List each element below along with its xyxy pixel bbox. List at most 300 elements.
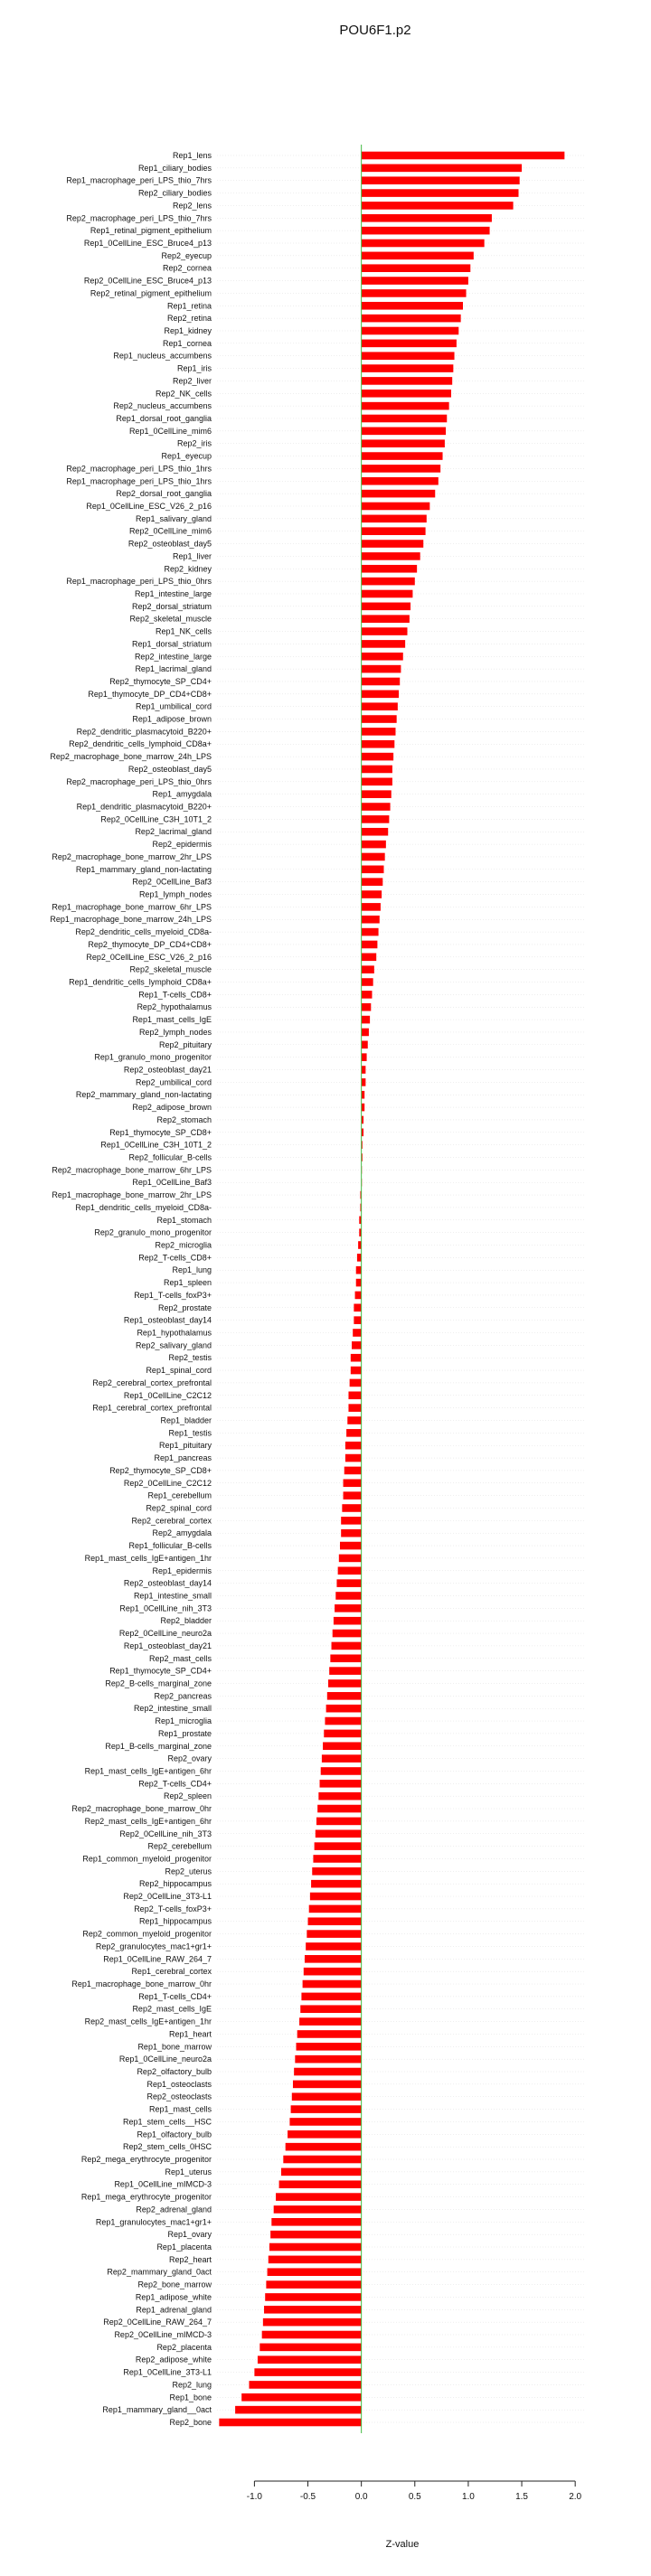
category-label: Rep1_macrophage_peri_LPS_thio_0hrs — [66, 577, 212, 587]
bar — [269, 2256, 362, 2264]
category-label: Rep2_0CellLine_mIMCD-3 — [114, 2330, 212, 2340]
category-label: Rep1_adipose_white — [135, 2292, 212, 2302]
category-label: Rep1_dendritic_cells_myeloid_CD8a- — [75, 1202, 212, 1212]
bar — [362, 477, 439, 485]
bar — [279, 2180, 362, 2188]
category-label: Rep2_epidermis — [152, 840, 212, 850]
category-label: Rep1_0CellLine_ESC_Bruce4_p13 — [83, 238, 212, 248]
category-label: Rep2_0CellLine_Baf3 — [132, 877, 212, 887]
category-label: Rep2_amygdala — [152, 1528, 212, 1538]
bar — [362, 214, 492, 222]
bar — [336, 1579, 361, 1587]
category-label: Rep2_0CellLine_ESC_Bruce4_p13 — [83, 276, 212, 286]
bar — [327, 1692, 362, 1700]
bar — [362, 340, 457, 348]
bar — [271, 2218, 361, 2226]
category-label: Rep1_0CellLine_3T3-L1 — [123, 2367, 212, 2377]
bar — [307, 1930, 361, 1938]
category-label: Rep2_salivary_gland — [135, 1340, 212, 1350]
category-label: Rep1_salivary_gland — [135, 513, 212, 523]
bar — [316, 1818, 362, 1826]
category-label: Rep1_B-cells_marginal_zone — [105, 1741, 212, 1751]
category-label: Rep2_cerebral_cortex — [131, 1516, 212, 1526]
category-label: Rep1_thymocyte_DP_CD4+CD8+ — [88, 689, 212, 699]
category-label: Rep1_macrophage_peri_LPS_thio_7hrs — [66, 175, 212, 185]
bar — [362, 603, 410, 611]
x-tick-label: -1.0 — [246, 2492, 263, 2502]
category-label: Rep1_stem_cells__HSC — [122, 2117, 212, 2127]
category-label: Rep1_lacrimal_gland — [135, 664, 212, 674]
category-label: Rep2_granulo_mono_progenitor — [94, 1227, 212, 1237]
bar — [283, 2156, 361, 2164]
category-label: Rep2_testis — [168, 1353, 212, 1363]
category-label: Rep2_bone_marrow — [137, 2280, 212, 2289]
category-label: Rep1_macrophage_bone_marrow_0hr — [71, 1979, 212, 1989]
category-label: Rep2_hippocampus — [138, 1879, 212, 1889]
bar — [310, 1893, 362, 1901]
bar — [358, 1241, 362, 1249]
category-label: Rep2_uterus — [165, 1866, 212, 1876]
category-label: Rep1_retina — [166, 301, 212, 311]
bar — [286, 2143, 362, 2151]
category-label: Rep2_mast_cells_IgE+antigen_6hr — [84, 1816, 212, 1826]
category-label: Rep1_0CellLine_mIMCD-3 — [114, 2179, 212, 2189]
bar — [305, 1955, 362, 1963]
category-label: Rep2_macrophage_bone_marrow_24h_LPS — [50, 752, 212, 762]
bars — [219, 152, 564, 2427]
category-label: Rep1_granulocytes_mac1+gr1+ — [95, 2217, 212, 2227]
category-label: Rep1_testis — [168, 1428, 212, 1438]
bar — [318, 1792, 361, 1800]
bar — [362, 302, 463, 310]
bar — [362, 527, 426, 535]
bar — [362, 327, 459, 335]
bar — [362, 715, 397, 723]
bar — [362, 515, 427, 523]
category-label: Rep1_macrophage_bone_marrow_2hr_LPS — [52, 1190, 212, 1200]
category-label: Rep1_dendritic_plasmacytoid_B220+ — [76, 802, 212, 812]
category-label: Rep1_intestine_large — [134, 588, 212, 598]
bar — [362, 890, 382, 898]
category-label: Rep2_osteoclasts — [146, 2092, 212, 2101]
bar — [259, 2344, 361, 2352]
bar — [311, 1880, 362, 1888]
bar — [362, 1078, 366, 1086]
category-label: Rep2_dorsal_root_ganglia — [116, 489, 212, 499]
x-tick-label: 2.0 — [569, 2492, 582, 2502]
category-label: Rep2_bone — [169, 2418, 212, 2427]
bar — [274, 2205, 362, 2214]
bar — [355, 1292, 362, 1300]
bar — [321, 1767, 362, 1775]
bar — [301, 1993, 361, 2001]
category-label: Rep2_intestine_small — [133, 1704, 212, 1714]
category-label: Rep1_0CellLine_Baf3 — [132, 1178, 212, 1188]
category-label: Rep2_T-cells_foxP3+ — [134, 1904, 212, 1913]
bar — [362, 978, 373, 986]
category-label: Rep2_ovary — [167, 1753, 212, 1763]
bar — [342, 1504, 361, 1512]
category-label: Rep1_cerebral_cortex — [131, 1967, 212, 1977]
category-label: Rep2_B-cells_marginal_zone — [105, 1678, 212, 1688]
bar — [264, 2306, 362, 2314]
bar — [347, 1416, 361, 1424]
category-label: Rep1_0CellLine_mim6 — [128, 426, 212, 436]
category-label: Rep2_heart — [168, 2254, 212, 2264]
bar — [291, 2105, 362, 2113]
category-label: Rep2_stem_cells_0HSC — [122, 2142, 212, 2152]
bar — [295, 2055, 361, 2064]
category-label: Rep1_microglia — [155, 1716, 212, 1726]
bar — [270, 2231, 362, 2239]
category-label: Rep1_lymph_nodes — [138, 889, 212, 899]
bar — [323, 1742, 362, 1750]
bar — [249, 2381, 361, 2389]
bar — [362, 1053, 367, 1061]
bar — [235, 2406, 362, 2414]
bar — [289, 2118, 361, 2126]
bar — [344, 1479, 362, 1487]
bar — [362, 240, 485, 248]
bar — [297, 2043, 362, 2051]
bar — [362, 815, 390, 823]
bar — [329, 1667, 361, 1675]
category-label: Rep2_hypothalamus — [137, 1002, 212, 1012]
category-label: Rep1_ovary — [167, 2230, 212, 2240]
bar — [313, 1855, 361, 1863]
category-label: Rep1_prostate — [157, 1728, 212, 1738]
category-label: Rep1_epidermis — [152, 1565, 212, 1575]
bar — [362, 415, 448, 423]
bar — [351, 1354, 362, 1362]
bar — [293, 2081, 362, 2089]
bar — [345, 1454, 362, 1462]
bar — [362, 227, 490, 235]
bar — [362, 702, 398, 710]
category-label: Rep2_eyecup — [161, 250, 212, 260]
category-label: Rep1_bone_marrow — [137, 2042, 212, 2052]
category-label: Rep2_retinal_pigment_epithelium — [90, 288, 212, 298]
category-label: Rep2_NK_cells — [155, 389, 212, 399]
category-label: Rep1_nucleus_accumbens — [113, 351, 212, 361]
category-label: Rep1_heart — [168, 2029, 212, 2039]
category-label: Rep2_cerebral_cortex_prefrontal — [92, 1377, 212, 1387]
bar — [362, 552, 420, 560]
category-label: Rep2_0CellLine_C3H_10T1_2 — [100, 814, 212, 824]
chart-title: POU6F1.p2 — [339, 23, 411, 38]
bar — [362, 578, 415, 586]
bar — [348, 1404, 361, 1412]
bar — [362, 653, 403, 661]
category-label: Rep1_adipose_brown — [132, 714, 212, 724]
bar — [362, 615, 410, 623]
bar — [353, 1329, 361, 1337]
bar — [362, 590, 413, 598]
bar — [362, 364, 454, 372]
category-label: Rep2_spleen — [163, 1791, 212, 1801]
bar — [362, 828, 389, 836]
bar — [341, 1517, 361, 1525]
category-label: Rep2_macrophage_peri_LPS_thio_7hrs — [66, 213, 212, 223]
bar — [341, 1529, 361, 1537]
bar — [362, 402, 449, 410]
category-label: Rep2_common_myeloid_progenitor — [82, 1929, 212, 1939]
bar — [344, 1491, 362, 1500]
category-label: Rep2_adrenal_gland — [136, 2205, 212, 2214]
bar — [345, 1442, 362, 1450]
bar — [316, 1829, 362, 1838]
category-label: Rep2_thymocyte_SP_CD4+ — [109, 676, 212, 686]
category-label: Rep1_liver — [172, 551, 212, 561]
category-label: Rep2_kidney — [164, 564, 212, 574]
category-label: Rep2_liver — [172, 376, 212, 386]
bar — [362, 665, 401, 673]
category-label: Rep1_common_myeloid_progenitor — [82, 1854, 212, 1864]
bar — [362, 803, 391, 811]
category-label: Rep2_cornea — [162, 263, 212, 273]
category-label: Rep1_kidney — [164, 325, 212, 335]
bar — [362, 176, 520, 184]
category-label: Rep1_amygdala — [152, 789, 212, 799]
category-label: Rep2_macrophage_bone_marrow_6hr_LPS — [52, 1165, 212, 1175]
bar — [362, 878, 383, 886]
bar — [219, 2419, 361, 2427]
bar — [335, 1592, 361, 1600]
bar — [362, 377, 453, 385]
bar — [362, 540, 424, 548]
category-label: Rep2_mast_cells — [148, 1653, 212, 1663]
category-label: Rep2_bladder — [160, 1616, 212, 1626]
bar — [350, 1379, 362, 1387]
category-label: Rep2_stomach — [156, 1114, 212, 1124]
category-label: Rep1_dendritic_cells_lymphoid_CD8a+ — [69, 977, 212, 987]
category-label: Rep2_placenta — [156, 2342, 212, 2352]
category-label: Rep1_ciliary_bodies — [137, 163, 212, 173]
bar — [362, 778, 392, 786]
category-label: Rep1_mammary_gland_non-lactating — [75, 864, 212, 874]
bar — [362, 202, 514, 210]
category-label: Rep2_mast_cells_IgE+antigen_1hr — [84, 2017, 212, 2026]
bar — [297, 2030, 362, 2038]
bar — [362, 640, 405, 648]
bar — [362, 740, 395, 748]
bar — [362, 1016, 370, 1024]
bar — [306, 1942, 361, 1951]
bar — [362, 264, 471, 272]
category-label: Rep1_intestine_small — [133, 1591, 212, 1601]
bar — [362, 691, 399, 699]
bar — [362, 490, 436, 498]
bar — [292, 2092, 362, 2101]
category-label: Rep1_umbilical_cord — [135, 701, 212, 711]
x-tick-label: -0.5 — [299, 2492, 316, 2502]
category-label: Rep1_mammary_gland__0act — [102, 2405, 212, 2415]
category-label: Rep1_mast_cells_IgE+antigen_6hr — [84, 1766, 212, 1776]
bar — [281, 2168, 362, 2176]
x-tick-label: 0.0 — [354, 2492, 368, 2502]
bar — [362, 853, 385, 861]
category-label: Rep2_olfactory_bulb — [137, 2067, 212, 2077]
category-label: Rep2_osteoblast_day14 — [123, 1578, 212, 1588]
category-label: Rep1_dorsal_root_ganglia — [116, 413, 212, 423]
category-label: Rep2_osteoblast_day21 — [123, 1065, 212, 1075]
bar — [315, 1842, 362, 1850]
category-label: Rep2_macrophage_bone_marrow_0hr — [71, 1804, 212, 1814]
bar — [324, 1730, 361, 1738]
category-label: Rep2_microglia — [155, 1240, 212, 1250]
category-label: Rep1_cerebral_cortex_prefrontal — [92, 1403, 212, 1413]
category-label: Rep2_0CellLine_C2C12 — [123, 1478, 212, 1488]
category-label: Rep2_ciliary_bodies — [137, 188, 212, 198]
bar — [269, 2243, 362, 2252]
x-axis — [247, 2481, 582, 2502]
bar — [352, 1341, 362, 1349]
bar — [357, 1254, 362, 1262]
category-label: Rep1_mega_erythrocyte_progenitor — [80, 2192, 212, 2202]
category-label: Rep2_thymocyte_DP_CD4+CD8+ — [88, 939, 212, 949]
bar — [332, 1642, 362, 1650]
category-label: Rep1_0CellLine_C3H_10T1_2 — [100, 1140, 212, 1150]
bar — [344, 1467, 362, 1475]
category-label: Rep1_spleen — [163, 1278, 212, 1288]
category-label: Rep2_pituitary — [158, 1039, 212, 1049]
bar — [362, 1104, 365, 1112]
bar — [294, 2068, 362, 2076]
category-label: Rep2_dorsal_striatum — [131, 601, 212, 611]
bar — [362, 941, 378, 949]
category-label: Rep2_spinal_cord — [146, 1503, 212, 1513]
bar — [362, 965, 374, 973]
category-label: Rep1_olfactory_bulb — [137, 2129, 212, 2139]
bar — [362, 678, 401, 686]
bar — [362, 790, 392, 798]
category-label: Rep1_follicular_B-cells — [128, 1541, 212, 1551]
category-label: Rep2_osteoblast_day5 — [127, 539, 212, 549]
bar — [362, 503, 430, 511]
bar — [339, 1555, 362, 1563]
category-label: Rep2_umbilical_cord — [135, 1077, 212, 1087]
category-label: Rep1_0CellLine_C2C12 — [123, 1390, 212, 1400]
bar — [362, 352, 455, 360]
bar — [254, 2368, 361, 2376]
category-label: Rep1_mast_cells_IgE — [132, 1015, 212, 1025]
bar — [322, 1754, 362, 1763]
category-label: Rep1_uterus — [165, 2167, 212, 2176]
category-label: Rep2_mammary_gland_0act — [107, 2267, 212, 2277]
category-label: Rep1_thymocyte_SP_CD8+ — [109, 1127, 212, 1137]
category-label: Rep2_lacrimal_gland — [135, 827, 212, 837]
x-tick-label: 1.0 — [461, 2492, 475, 2502]
category-label: Rep2_macrophage_bone_marrow_2hr_LPS — [52, 851, 212, 861]
category-label: Rep2_mega_erythrocyte_progenitor — [80, 2155, 212, 2165]
category-label: Rep2_thymocyte_SP_CD8+ — [109, 1465, 212, 1475]
category-label: Rep1_cornea — [162, 338, 212, 348]
bar — [362, 728, 396, 736]
category-label: Rep2_0CellLine_ESC_V26_2_p16 — [86, 952, 212, 962]
category-label: Rep1_mast_cells_IgE+antigen_1hr — [84, 1553, 212, 1563]
category-label: Rep1_pancreas — [154, 1453, 212, 1463]
category-label: Rep1_0CellLine_nih_3T3 — [119, 1603, 212, 1613]
category-label: Rep2_adipose_white — [135, 2355, 212, 2364]
bar — [362, 991, 373, 999]
category-label: Rep2_lens — [172, 201, 212, 211]
category-label: Rep1_iris — [176, 363, 212, 373]
category-label: Rep2_lung — [172, 2380, 212, 2390]
bar — [265, 2293, 361, 2301]
category-label: Rep1_spinal_cord — [146, 1366, 212, 1376]
bar — [268, 2268, 362, 2276]
category-label: Rep2_0CellLine_mim6 — [128, 526, 212, 536]
category-label: Rep2_T-cells_CD4+ — [138, 1779, 212, 1789]
category-label: Rep1_hypothalamus — [137, 1328, 212, 1338]
bar — [362, 866, 384, 874]
category-label: Rep2_iris — [176, 438, 212, 448]
category-label: Rep1_0CellLine_neuro2a — [118, 2054, 212, 2064]
category-label: Rep2_pancreas — [154, 1691, 212, 1701]
category-labels — [50, 151, 212, 2427]
category-label: Rep2_dendritic_cells_lymphoid_CD8a+ — [69, 739, 212, 749]
category-label: Rep1_lens — [172, 151, 212, 160]
category-label: Rep1_placenta — [156, 2242, 212, 2252]
bar — [362, 1066, 366, 1074]
category-label: Rep1_pituitary — [158, 1441, 212, 1451]
category-label: Rep2_skeletal_muscle — [129, 614, 212, 624]
bar — [362, 252, 474, 260]
bar — [356, 1266, 362, 1274]
category-label: Rep2_dendritic_plasmacytoid_B220+ — [76, 727, 212, 737]
bar — [362, 627, 408, 635]
category-label: Rep1_T-cells_CD8+ — [138, 990, 212, 1000]
category-label: Rep2_intestine_large — [134, 652, 212, 662]
bar — [362, 315, 461, 323]
bar — [303, 1980, 362, 1988]
category-label: Rep2_0CellLine_RAW_264_7 — [103, 2317, 212, 2327]
category-label: Rep1_thymocyte_SP_CD4+ — [109, 1666, 212, 1676]
x-tick-label: 1.5 — [515, 2492, 528, 2502]
category-label: Rep2_skeletal_muscle — [129, 964, 212, 974]
bar — [362, 277, 468, 285]
bar — [304, 1968, 362, 1976]
category-label: Rep2_T-cells_CD8+ — [138, 1253, 212, 1263]
bar — [317, 1805, 361, 1813]
category-label: Rep2_dendritic_cells_myeloid_CD8a- — [75, 927, 212, 937]
category-label: Rep1_macrophage_bone_marrow_24h_LPS — [50, 915, 212, 925]
category-label: Rep1_T-cells_foxP3+ — [134, 1290, 212, 1300]
bar — [241, 2393, 361, 2402]
bar — [362, 841, 386, 849]
bar — [354, 1316, 361, 1324]
bar — [362, 165, 522, 173]
bar — [338, 1566, 362, 1575]
category-label: Rep1_osteoblast_day14 — [123, 1315, 212, 1325]
category-label: Rep2_macrophage_peri_LPS_thio_1hrs — [66, 464, 212, 474]
category-label: Rep2_cerebellum — [147, 1841, 212, 1851]
category-label: Rep1_osteoclasts — [146, 2079, 212, 2089]
bar — [362, 152, 565, 160]
bar — [320, 1780, 362, 1788]
bar — [362, 565, 417, 573]
bar — [330, 1654, 361, 1662]
bar — [362, 428, 446, 436]
bar — [348, 1391, 361, 1399]
bar — [262, 2331, 362, 2339]
category-label: Rep1_macrophage_bone_marrow_6hr_LPS — [52, 902, 212, 912]
bar — [326, 1705, 362, 1713]
x-axis-title: Z-value — [385, 2539, 420, 2550]
bar — [340, 1542, 362, 1550]
bar — [299, 2017, 362, 2026]
category-label: Rep1_bone — [169, 2393, 212, 2402]
